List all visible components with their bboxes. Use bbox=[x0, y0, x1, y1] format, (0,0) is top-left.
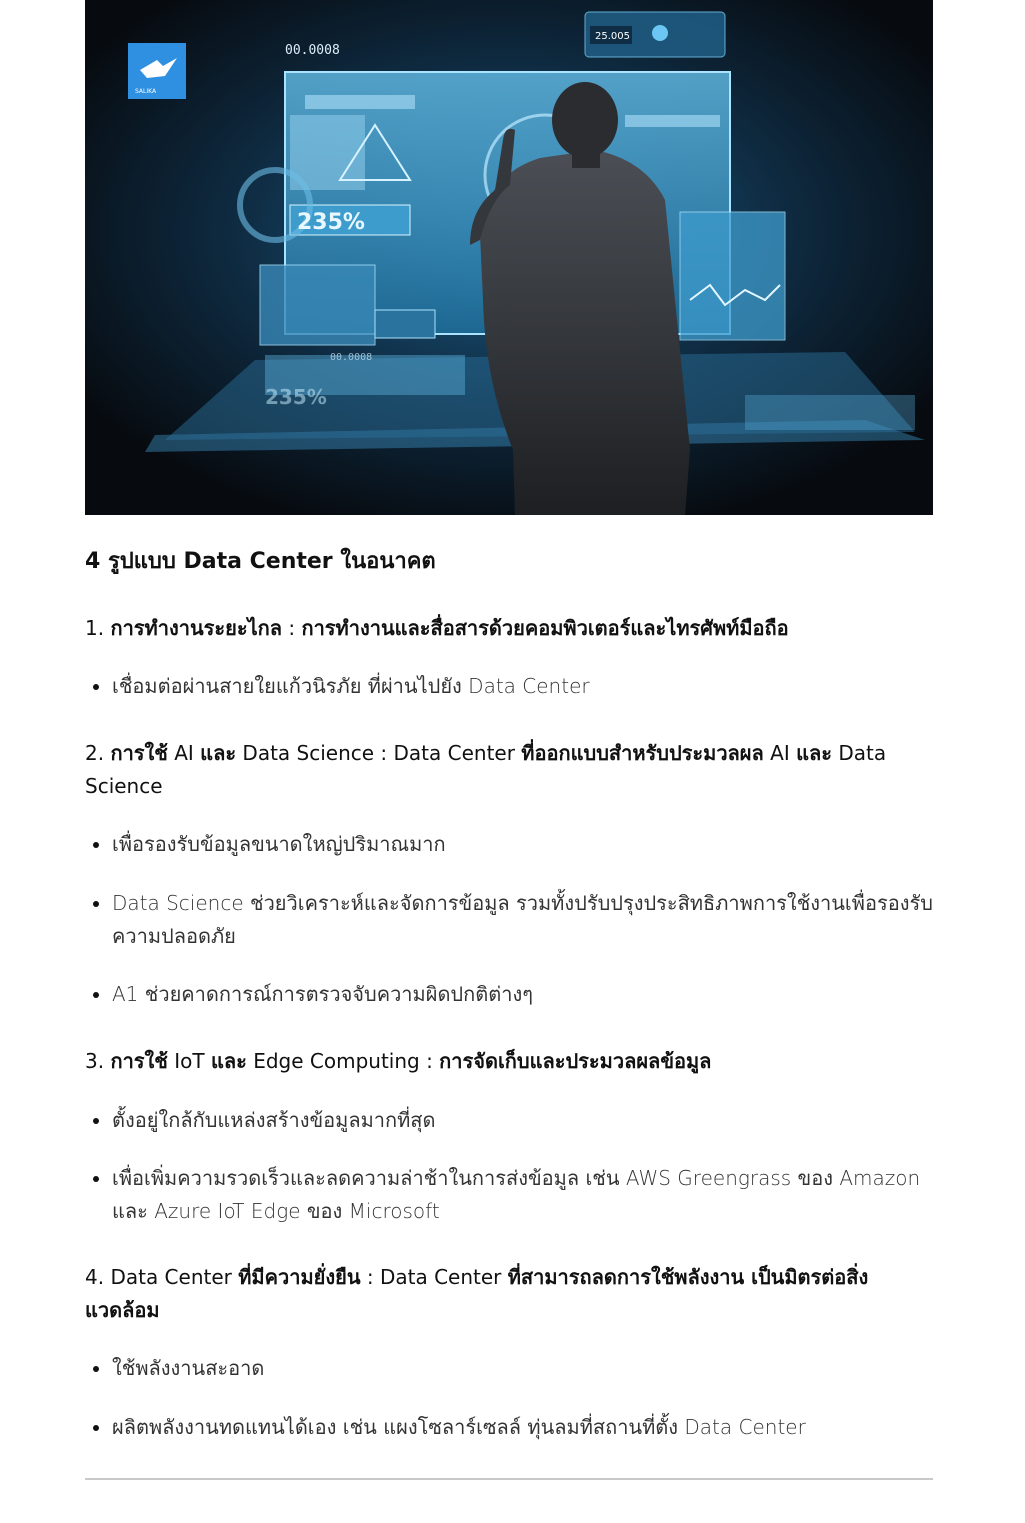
bullet-item: • เพื่อรองรับข้อมูลขนาดใหญ่ปริมาณมาก bbox=[112, 828, 933, 861]
heading-part: Data Science bbox=[85, 741, 887, 798]
heading-part: การทำงานระยะไกล bbox=[110, 616, 282, 640]
heading-part: การใช้ bbox=[110, 1049, 168, 1073]
heading-part: และ bbox=[796, 741, 832, 765]
hero-illustration bbox=[85, 0, 933, 515]
section-heading-3 bbox=[85, 1045, 933, 1078]
hud-counter: 00.0008 bbox=[285, 43, 340, 58]
article-title: 4 รูปแบบ Data Center ในอนาคต bbox=[85, 549, 436, 574]
bullet-item: • Data Science ช่วยวิเคราะห์และจัดการข้อมูล รวมทั้งปรับปรุงประสิทธิภาพการใช้งานเพื่อรองรับความปลอดภัย bbox=[112, 887, 933, 953]
bullet-list bbox=[85, 1352, 933, 1385]
heading-part: Data Science : Data Center bbox=[236, 741, 522, 765]
heading-part: AI bbox=[763, 741, 797, 765]
heading-part: 3. bbox=[85, 1049, 111, 1073]
heading-part: IoT bbox=[167, 1049, 211, 1073]
bullet-list bbox=[85, 670, 933, 703]
heading-part: การจัดเก็บและประมวลผลข้อมูล bbox=[439, 1049, 712, 1073]
heading-part: และ bbox=[210, 1049, 247, 1073]
bullet-item: • เพื่อเพิ่มความรวดเร็วและลดความล่าช้าในการส่งข้อมูล เช่น AWS Greengrass ของ Amazon และ Azure IoT Edge ของ Microsoft bbox=[112, 1162, 933, 1228]
hud-percent: 235% bbox=[297, 210, 365, 235]
section-heading-2 bbox=[85, 737, 933, 803]
bullet-list bbox=[85, 887, 933, 953]
bullet-item: • ตั้งอยู่ใกล้กับแหล่งสร้างข้อมูลมากที่สุด bbox=[112, 1104, 933, 1137]
heading-part: : bbox=[282, 616, 302, 640]
heading-part: ที่มีความยั่งยืน bbox=[238, 1265, 361, 1289]
floor-percent: 235% bbox=[265, 385, 327, 409]
bullet-list bbox=[85, 828, 933, 861]
section-heading-1 bbox=[85, 612, 933, 645]
heading-part: การทำงานและสื่อสารด้วยคอมพิวเตอร์และไทรศัพท์มือถือ bbox=[301, 616, 789, 640]
heading-part: 4. Data Center bbox=[85, 1265, 239, 1289]
bullet-item: • ใช้พลังงานสะอาด bbox=[112, 1352, 933, 1385]
hud-value: 25.005 bbox=[595, 31, 630, 42]
bullet-list bbox=[85, 978, 933, 1011]
bullet-list bbox=[85, 1411, 933, 1444]
logo-text: SALIKA bbox=[135, 88, 157, 95]
section-heading-4 bbox=[85, 1261, 933, 1327]
bullet-item: • เชื่อมต่อผ่านสายใยแก้วนิรภัย ที่ผ่านไปยัง Data Center bbox=[112, 670, 933, 703]
bullet-item: • A1 ช่วยคาดการณ์การตรวจจับความผิดปกติต่างๆ bbox=[112, 978, 933, 1011]
heading-part: 1. bbox=[85, 616, 111, 640]
heading-part: ที่ออกแบบสำหรับประมวลผล bbox=[521, 741, 764, 765]
heading-part: Edge Computing : bbox=[246, 1049, 440, 1073]
hero-image bbox=[85, 0, 933, 515]
bullet-list bbox=[85, 1104, 933, 1137]
divider bbox=[85, 1478, 933, 1480]
heading-part: ที่สามารถลดการใช้พลังงาน เป็นมิตรต่อสิ่งแวดล้อม bbox=[85, 1265, 869, 1322]
bullet-list bbox=[85, 1162, 933, 1228]
heading-part: AI bbox=[167, 741, 201, 765]
bullet-item: • ผลิตพลังงานทดแทนได้เอง เช่น แผงโซลาร์เซลล์ ทุ่นลมที่สถานที่ตั้ง Data Center bbox=[112, 1411, 933, 1444]
heading-part: 2. bbox=[85, 741, 111, 765]
heading-part: : Data Center bbox=[360, 1265, 508, 1289]
heading-part: และ bbox=[200, 741, 237, 765]
article bbox=[85, 548, 933, 1439]
floor-counter: 00.0008 bbox=[330, 352, 373, 363]
heading-part: การใช้ bbox=[110, 741, 168, 765]
